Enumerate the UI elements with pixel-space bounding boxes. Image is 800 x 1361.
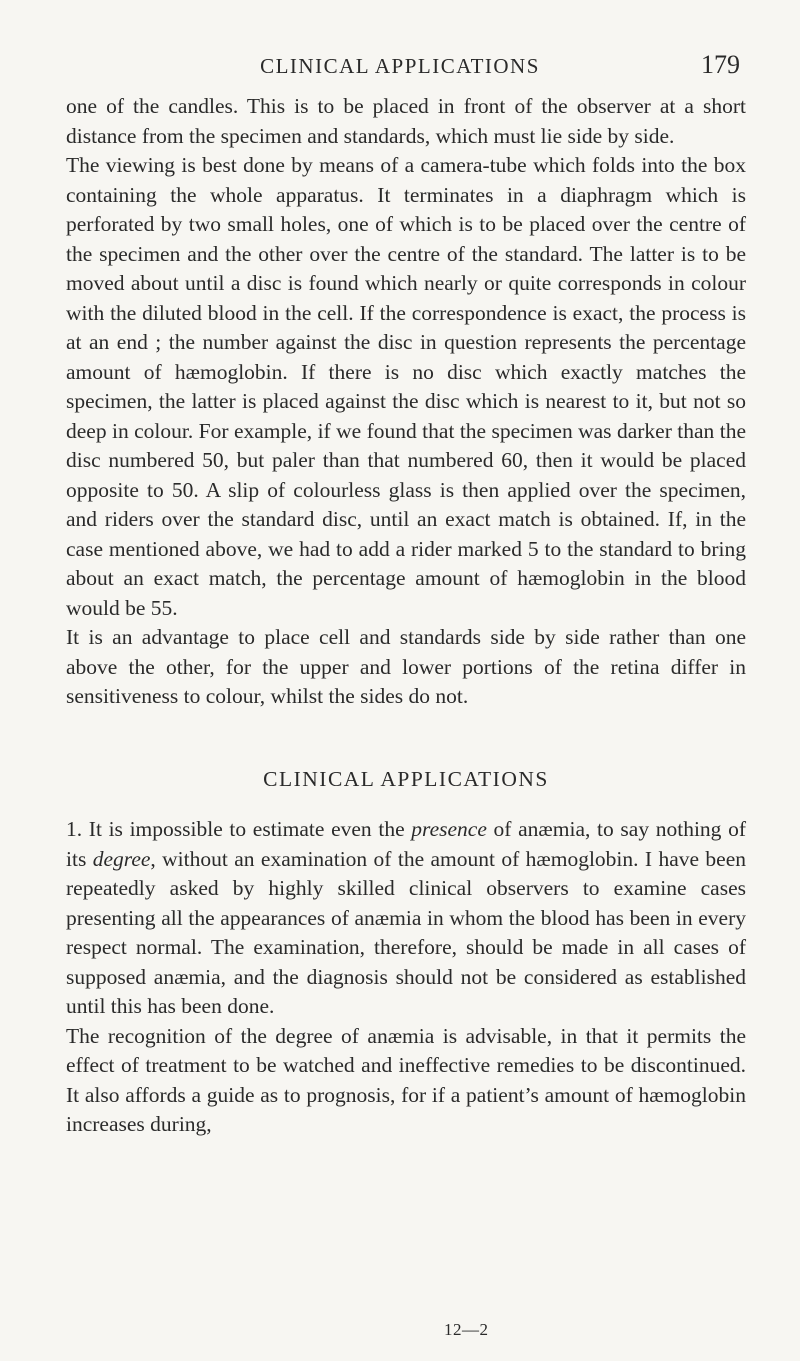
paragraph: The recognition of the degree of anæmia is advisable, in that it permits the effect of treatment to be watched and ineffective remedies to be discontinued. It also affords a guide as to prognosis, for if a patient’s amount of hæmoglobin increases during, bbox=[66, 1023, 746, 1136]
body-text bbox=[66, 92, 746, 1140]
text-run: of anæmia, to say nothing of its bbox=[66, 817, 747, 871]
emphasis-presence: presence bbox=[411, 817, 487, 841]
page-number: 179 bbox=[701, 50, 740, 79]
paragraph: It is an advantage to place cell and standards side by side rather than one above the other, for the upper and lower portions of the retina differ in sensitiveness to colour, whilst the sides do not. bbox=[66, 625, 746, 708]
signature-mark: 12—2 bbox=[444, 1320, 489, 1339]
emphasis-degree: degree bbox=[92, 846, 151, 871]
paragraph: one of the candles. This is to be placed in front of the observer at a short distance from the specimen and standards, which must lie side by side. bbox=[66, 94, 746, 148]
section-heading: CLINICAL APPLICATIONS bbox=[263, 766, 549, 791]
paragraph bbox=[66, 815, 746, 1022]
paragraph: The viewing is best done by means of a camera-tube which folds into the box containing the whole apparatus. It terminates in a diaphragm which is perforated by two small holes, one of which is to be placed over the centre of the specimen and the other over the centre of the standard. The latter is to be moved about until a disc is found which nearly or quite corresponds in colour with the diluted blood in the cell. If the correspondence is exact, the process is at an end ; the number against the disc in question represents the percentage amount of hæmoglobin. If there is no disc which exactly matches the specimen, the latter is placed against the disc which is nearest to it, but not so deep in colour. For example, if we found that the specimen was darker than the disc numbered 50, but paler than that numbered 60, then it would be placed opposite to 50. A slip of colourless glass is then applied over the specimen, and riders over the standard disc, until an exact match is obtained. If, in the case mentioned above, we had to add a rider marked 5 to the standard to bring about an exact match, the percentage amount of hæmoglobin in the blood would be 55. bbox=[66, 153, 746, 620]
running-head bbox=[60, 50, 740, 90]
running-title: CLINICAL APPLICATIONS bbox=[260, 54, 540, 78]
text-run: , without an examination of the amount of hæmoglobin. I have been repeatedly asked by highly skilled clinical observers to examine cases presenting all the appearances of anæmia in whom the blood has been in every respect normal. The examination, therefore, should be made in all cases of supposed anæmia, and the diagnosis should not be considered as established until this has been done. bbox=[66, 846, 746, 1018]
text-run: 1. It is impossible to estimate even the bbox=[66, 817, 412, 841]
